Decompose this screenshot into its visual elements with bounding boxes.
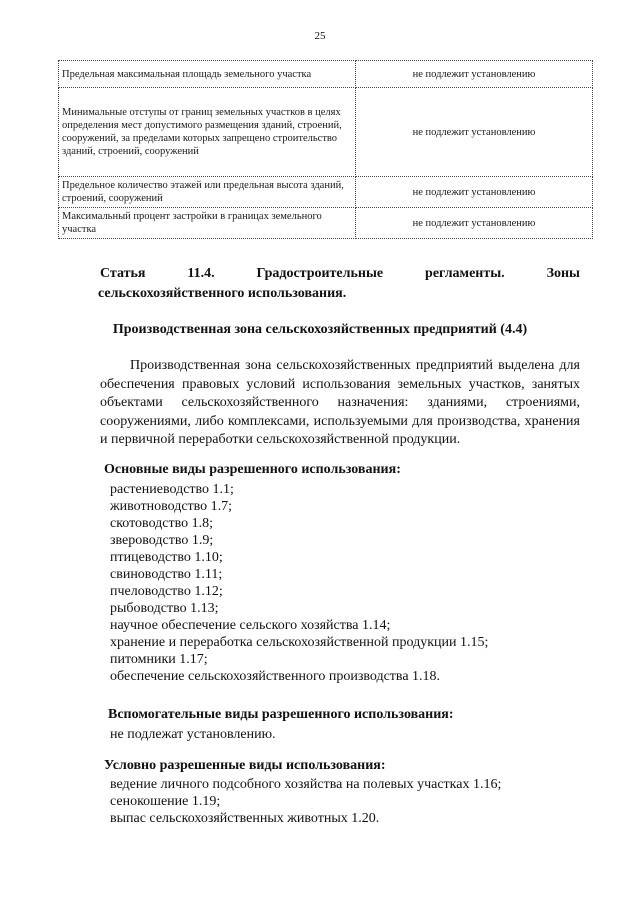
description-text: Производственная зона сельскохозяйственных предприятий выделена для обеспечения правовых условий использования земельных участков, занятых объектами сельскохозяйственного назначения: зданиями, строениями, сооружениями, либо комплексами, используемыми для производства, хранения и первичной переработки сельскохозяйственной продукции.	[100, 358, 580, 447]
list-item: сенокошение 1.19;	[110, 794, 221, 809]
table-cell-value: не подлежит установлению	[356, 177, 593, 208]
article-number: 11.4.	[187, 266, 215, 281]
article-word: Зоны	[546, 266, 580, 281]
list-item: растениеводство 1.1;	[110, 482, 234, 497]
list-item: свиноводство 1.11;	[110, 567, 223, 582]
article-word: Статья	[100, 266, 146, 281]
auxiliary-uses-list	[110, 726, 276, 743]
list-item: пчеловодство 1.12;	[110, 584, 223, 599]
conditional-uses-heading: Условно разрешенные виды использования:	[104, 758, 386, 773]
page-number: 25	[314, 30, 326, 42]
table-row	[59, 177, 593, 208]
table-row	[59, 208, 593, 239]
auxiliary-uses-heading: Вспомогательные виды разрешенного использования:	[108, 707, 454, 722]
list-item: животноводство 1.7;	[110, 499, 233, 514]
parameters-table	[58, 60, 593, 239]
list-item: научное обеспечение сельского хозяйства 1.14;	[110, 618, 391, 633]
list-item: скотоводство 1.8;	[110, 516, 214, 531]
list-item: питомники 1.17;	[110, 652, 208, 667]
table-row	[59, 61, 593, 88]
zone-title: Производственная зона сельскохозяйственных предприятий (4.4)	[112, 322, 528, 337]
article-heading-line2: сельскохозяйственного использования.	[98, 286, 347, 301]
table-cell-value: не подлежит установлению	[356, 88, 593, 177]
table-cell-label: Максимальный процент застройки в границах земельного участка	[59, 208, 356, 239]
table-cell-label: Предельное количество этажей или предельная высота зданий, строений, сооружений	[59, 177, 356, 208]
list-item: не подлежат установлению.	[110, 727, 276, 742]
article-word: Градостроительные	[256, 266, 384, 281]
list-item: рыбоводство 1.13;	[110, 601, 219, 616]
zone-description	[100, 357, 580, 450]
list-item: звероводство 1.9;	[110, 533, 214, 548]
list-item: выпас сельскохозяйственных животных 1.20.	[110, 811, 380, 826]
table-cell-label: Предельная максимальная площадь земельного участка	[59, 61, 356, 88]
list-item: хранение и переработка сельскохозяйственной продукции 1.15;	[110, 635, 489, 650]
list-item: птицеводство 1.10;	[110, 550, 223, 565]
list-item: ведение личного подсобного хозяйства на полевых участках 1.16;	[110, 777, 502, 792]
main-uses-list	[110, 481, 488, 685]
article-heading-line1	[100, 264, 580, 284]
table-row	[59, 88, 593, 177]
conditional-uses-list	[110, 776, 501, 827]
article-word: регламенты.	[425, 266, 505, 281]
main-uses-heading: Основные виды разрешенного использования:	[104, 462, 401, 477]
article-heading	[100, 264, 580, 304]
table-cell-value: не подлежит установлению	[356, 208, 593, 239]
table-cell-value: не подлежит установлению	[356, 61, 593, 88]
table-cell-label: Минимальные отступы от границ земельных участков в целях определения мест допустимого размещения зданий, строений, сооружений, за пределами которых запрещено строительство зданий, строений, сооружений	[59, 88, 356, 177]
list-item: обеспечение сельскохозяйственного производства 1.18.	[110, 669, 441, 684]
